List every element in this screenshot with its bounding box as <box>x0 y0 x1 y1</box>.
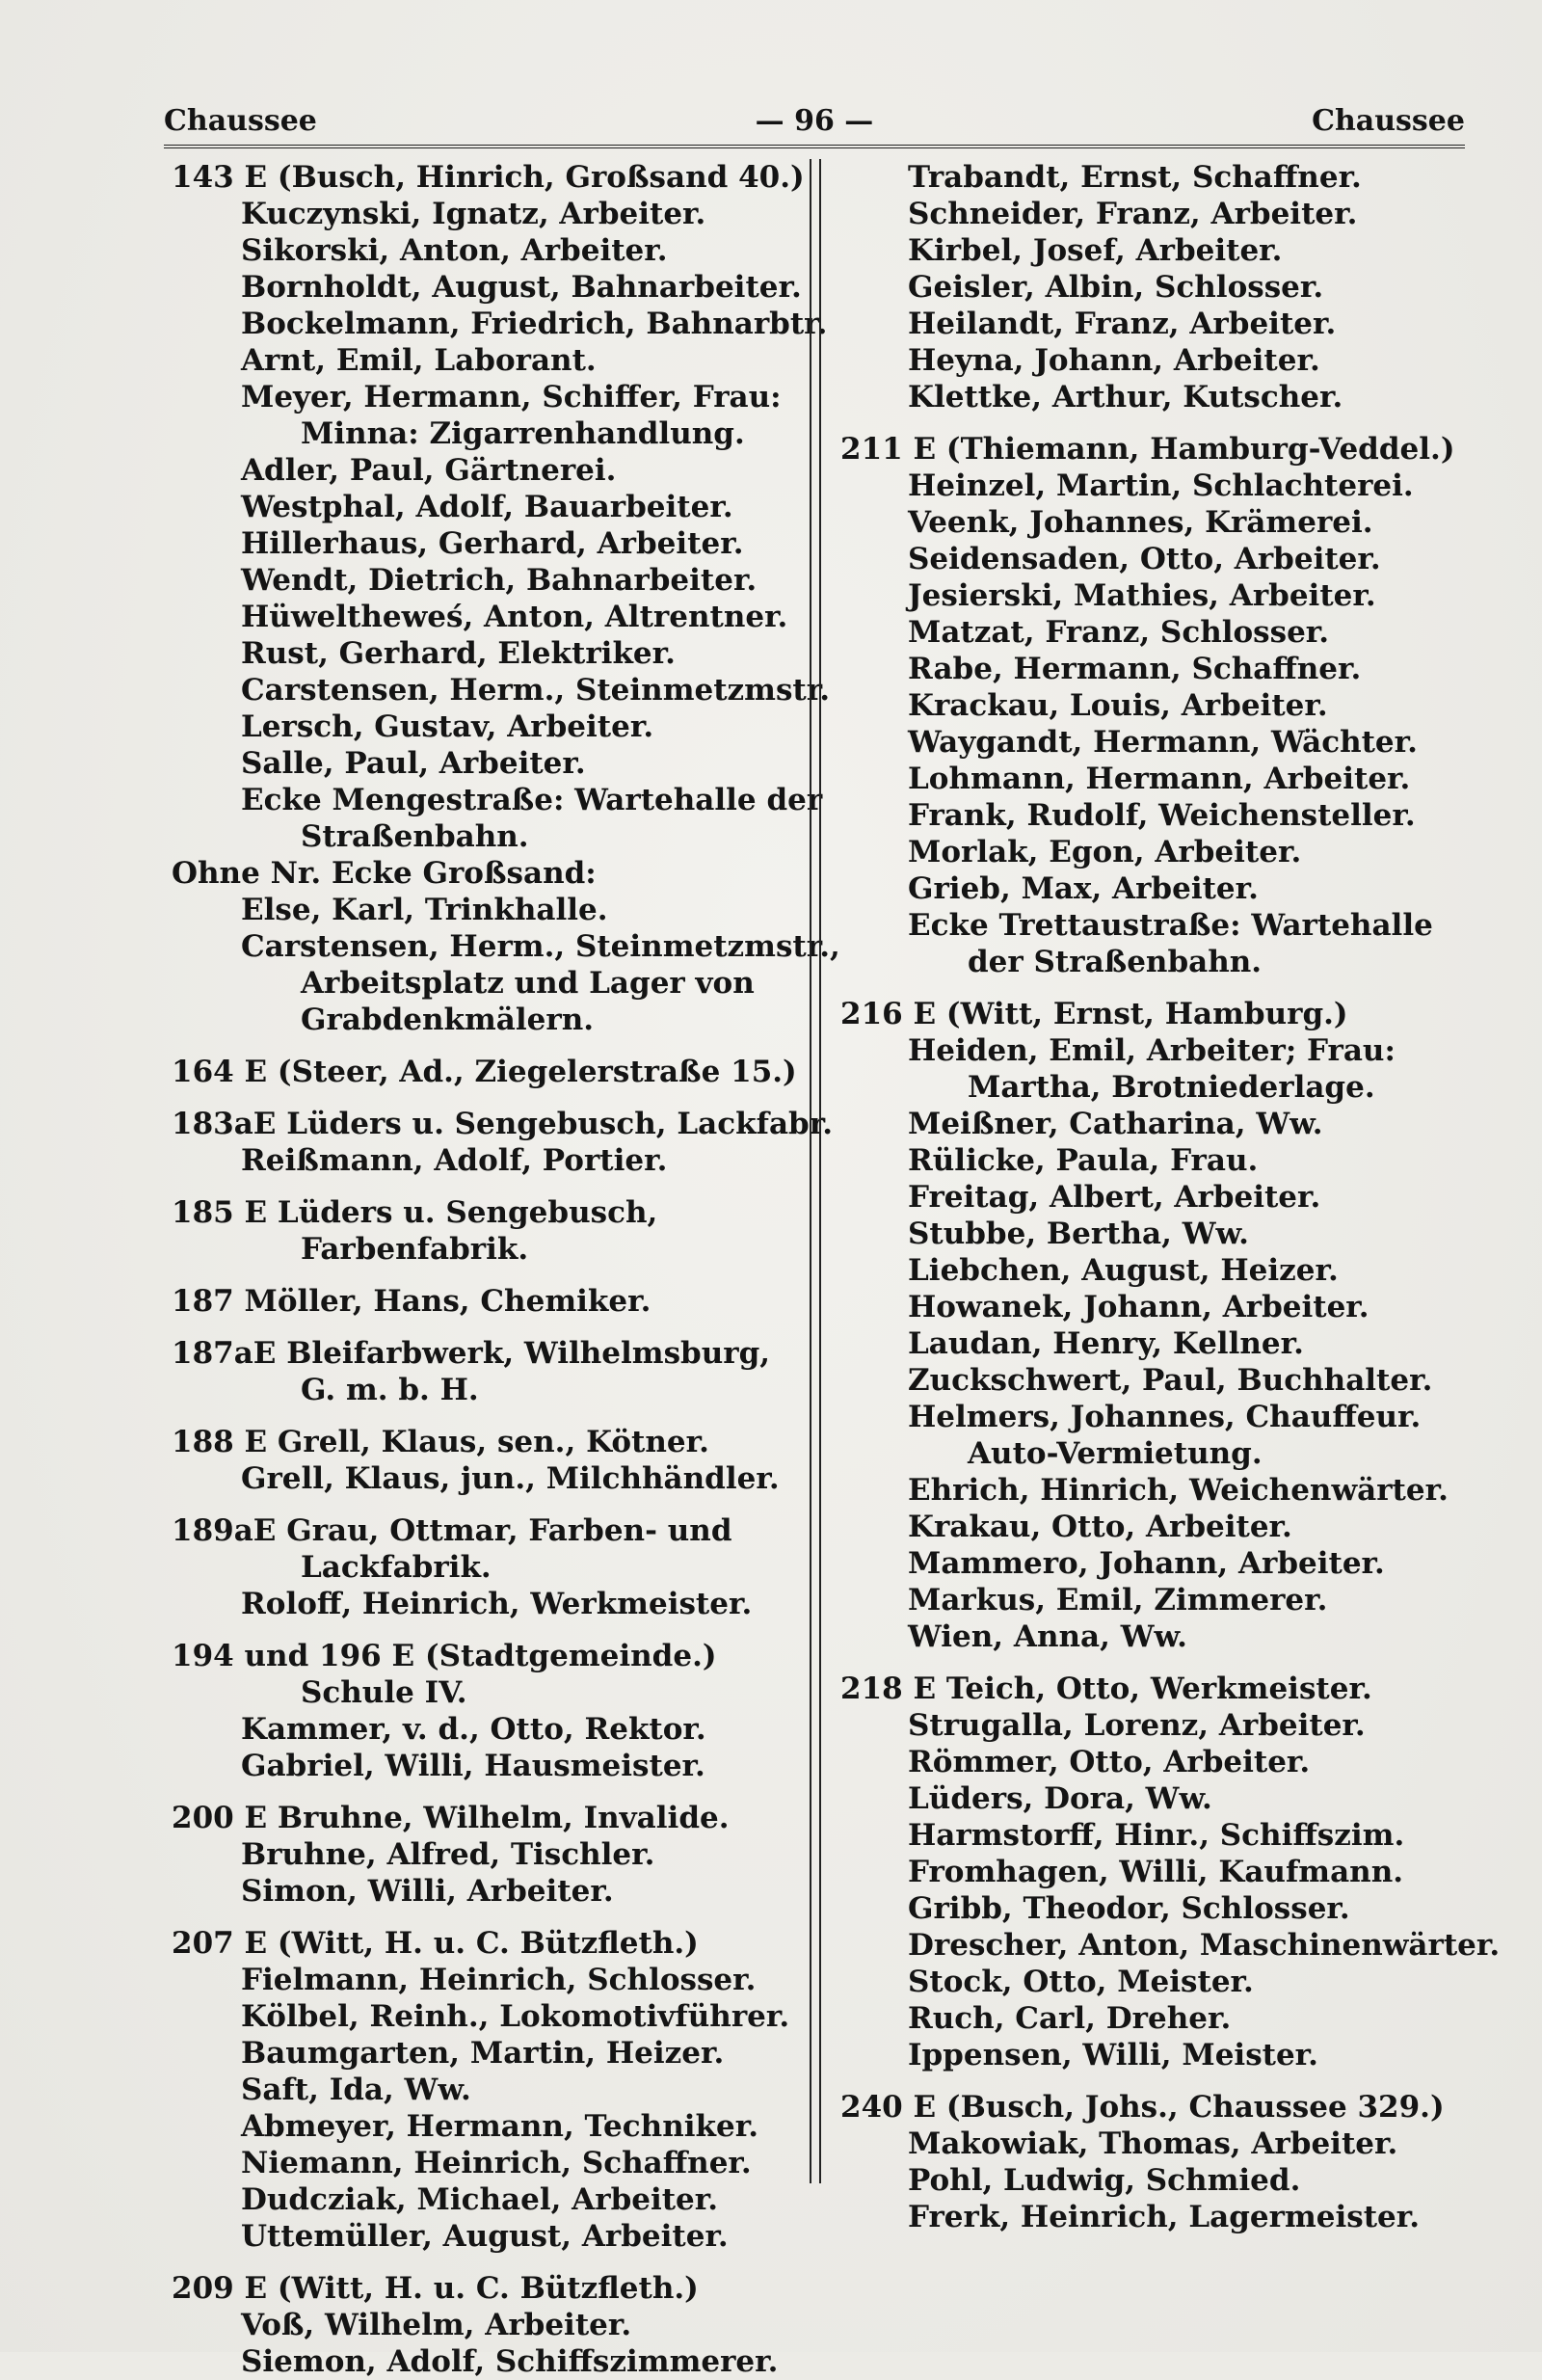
left-entry-line: Voß, Wilhelm, Arbeiter. <box>241 2308 632 2342</box>
left-entry-line: Ecke Mengestraße: Wartehalle der <box>241 783 823 817</box>
right-entry-line: Lüders, Dora, Ww. <box>908 1781 1212 1816</box>
left-entry-line: Schule IV. <box>301 1675 467 1710</box>
right-entry-line: Strugalla, Lorenz, Arbeiter. <box>908 1708 1366 1743</box>
left-entry-line: Niemann, Heinrich, Schaffner. <box>241 2146 752 2180</box>
right-entry-line: der Straßenbahn. <box>968 945 1263 979</box>
left-entry-line: Siemon, Adolf, Schiffszimmerer. <box>241 2344 779 2379</box>
left-entry-line: Gabriel, Willi, Hausmeister. <box>241 1749 705 1783</box>
left-entry-line: Simon, Willi, Arbeiter. <box>241 1874 614 1909</box>
right-entry-line: Pohl, Ludwig, Schmied. <box>908 2163 1301 2198</box>
left-entry-line: Baumgarten, Martin, Heizer. <box>241 2036 725 2071</box>
right-entry-line: Ecke Trettaustraße: Wartehalle <box>908 908 1433 943</box>
left-entry-line: Straßenbahn. <box>301 819 529 854</box>
left-entry-line: Ohne Nr. Ecke Großsand: <box>172 856 597 891</box>
right-entry-line: Waygandt, Hermann, Wächter. <box>908 725 1418 760</box>
left-entry-line: Grell, Klaus, jun., Milchhändler. <box>241 1461 780 1496</box>
left-entry-line: 209 E (Witt, H. u. C. Bützfleth.) <box>172 2271 699 2306</box>
right-entry-line: Stubbe, Bertha, Ww. <box>908 1217 1249 1251</box>
right-entry-line: Kirbel, Josef, Arbeiter. <box>908 233 1283 268</box>
right-entry-line: Laudan, Henry, Kellner. <box>908 1326 1304 1361</box>
left-entry-line: 185 E Lüders u. Sengebusch, <box>172 1195 658 1230</box>
left-entry-line: Lersch, Gustav, Arbeiter. <box>241 709 654 744</box>
left-entry-line: Saft, Ida, Ww. <box>241 2072 471 2107</box>
left-entry-line: 143 E (Busch, Hinrich, Großsand 40.) <box>172 160 805 195</box>
right-entry-line: Schneider, Franz, Arbeiter. <box>908 197 1358 231</box>
right-entry-line: Markus, Emil, Zimmerer. <box>908 1583 1328 1618</box>
right-entry-line: Seidensaden, Otto, Arbeiter. <box>908 542 1381 576</box>
right-entry-line: Howanek, Johann, Arbeiter. <box>908 1290 1369 1324</box>
right-entry-line: Harmstorff, Hinr., Schiffszim. <box>908 1818 1405 1853</box>
left-entry-line: Carstensen, Herm., Steinmetzmstr., <box>241 929 840 964</box>
left-entry-line: Uttemüller, August, Arbeiter. <box>241 2219 729 2254</box>
right-entry-line: Jesierski, Mathies, Arbeiter. <box>908 578 1376 613</box>
right-entry-line: Heinzel, Martin, Schlachterei. <box>908 468 1414 503</box>
right-entry-line: Mammero, Johann, Arbeiter. <box>908 1546 1385 1581</box>
left-entry-line: 200 E Bruhne, Wilhelm, Invalide. <box>172 1801 730 1835</box>
right-entry-line: Wien, Anna, Ww. <box>908 1619 1187 1654</box>
right-entry-line: Rabe, Hermann, Schaffner. <box>908 652 1362 686</box>
left-entry-line: Bockelmann, Friedrich, Bahnarbtr. <box>241 307 828 341</box>
right-entry-line: Fromhagen, Willi, Kaufmann. <box>908 1855 1404 1889</box>
right-entry-line: Trabandt, Ernst, Schaffner. <box>908 160 1362 195</box>
left-entry-line: Hüweltheweś, Anton, Altrentner. <box>241 600 788 634</box>
left-entry-line: Kölbel, Reinh., Lokomotivführer. <box>241 1999 790 2034</box>
left-entry-line: Roloff, Heinrich, Werkmeister. <box>241 1587 753 1621</box>
right-entry-line: Ruch, Carl, Dreher. <box>908 2001 1232 2036</box>
right-entry-line: Heilandt, Franz, Arbeiter. <box>908 307 1337 341</box>
right-entry-line: Martha, Brotniederlage. <box>968 1070 1375 1105</box>
right-entry-line: Matzat, Franz, Schlosser. <box>908 615 1330 650</box>
left-entry-line: Sikorski, Anton, Arbeiter. <box>241 233 668 268</box>
right-entry-line: 218 E Teich, Otto, Werkmeister. <box>840 1671 1372 1706</box>
left-entry-line: 188 E Grell, Klaus, sen., Kötner. <box>172 1425 709 1459</box>
left-entry-line: Westphal, Adolf, Bauarbeiter. <box>241 490 733 524</box>
left-entry-line: Dudcziak, Michael, Arbeiter. <box>241 2182 719 2217</box>
right-entry-line: Helmers, Johannes, Chauffeur. <box>908 1400 1422 1434</box>
left-entry-line: Else, Karl, Trinkhalle. <box>241 893 608 927</box>
right-entry-line: Frank, Rudolf, Weichensteller. <box>908 798 1416 833</box>
left-entry-line: Reißmann, Adolf, Portier. <box>241 1143 668 1178</box>
right-entry-line: Morlak, Egon, Arbeiter. <box>908 835 1302 869</box>
right-entry-line: Liebchen, August, Heizer. <box>908 1253 1339 1288</box>
right-entry-line: Makowiak, Thomas, Arbeiter. <box>908 2126 1398 2161</box>
left-entry-line: 164 E (Steer, Ad., Ziegelerstraße 15.) <box>172 1055 797 1089</box>
left-column <box>172 159 840 2380</box>
right-entry-line: Grieb, Max, Arbeiter. <box>908 871 1259 906</box>
left-entry-line: Adler, Paul, Gärtnerei. <box>241 453 617 488</box>
right-entry-line: Gribb, Theodor, Schlosser. <box>908 1891 1350 1926</box>
right-column <box>840 159 1501 2235</box>
right-entry-line: Heyna, Johann, Arbeiter. <box>908 343 1320 378</box>
left-entry-line: Arnt, Emil, Laborant. <box>241 343 597 378</box>
left-entry-line: Fielmann, Heinrich, Schlosser. <box>241 1963 757 1997</box>
left-entry-line: Grabdenkmälern. <box>301 1003 595 1037</box>
right-entry-line: Römmer, Otto, Arbeiter. <box>908 1745 1311 1779</box>
left-entry-line: Meyer, Hermann, Schiffer, Frau: <box>241 380 782 414</box>
left-entry-line: Kammer, v. d., Otto, Rektor. <box>241 1712 706 1747</box>
left-entry-line: Hillerhaus, Gerhard, Arbeiter. <box>241 526 744 561</box>
left-entry-line: Bruhne, Alfred, Tischler. <box>241 1837 655 1872</box>
right-entry-line: Krackau, Louis, Arbeiter. <box>908 688 1328 723</box>
right-entry-line: Ippensen, Willi, Meister. <box>908 2038 1318 2072</box>
left-entry-line: Carstensen, Herm., Steinmetzmstr. <box>241 673 830 708</box>
left-entry-line: Rust, Gerhard, Elektriker. <box>241 636 676 671</box>
left-entry-line: 189aE Grau, Ottmar, Farben- und <box>172 1513 732 1548</box>
right-entry-line: Auto-Vermietung. <box>968 1436 1263 1471</box>
left-entry-line: 187 Möller, Hans, Chemiker. <box>172 1284 651 1319</box>
left-entry-line: 207 E (Witt, H. u. C. Bützfleth.) <box>172 1926 699 1961</box>
right-entry-line: Rülicke, Paula, Frau. <box>908 1143 1259 1178</box>
right-entry-line: Geisler, Albin, Schlosser. <box>908 270 1324 305</box>
running-header <box>164 104 1465 143</box>
left-entry-line: Arbeitsplatz und Lager von <box>301 966 755 1001</box>
right-entry-line: Zuckschwert, Paul, Buchhalter. <box>908 1363 1433 1398</box>
left-entry-line: Minna: Zigarrenhandlung. <box>301 416 745 451</box>
left-entry-line: Lackfabrik. <box>301 1550 492 1585</box>
right-entry-line: Klettke, Arthur, Kutscher. <box>908 380 1343 414</box>
left-entry-line: Wendt, Dietrich, Bahnarbeiter. <box>241 563 758 598</box>
right-entry-line: Freitag, Albert, Arbeiter. <box>908 1180 1321 1215</box>
left-entry-line: Bornholdt, August, Bahnarbeiter. <box>241 270 802 305</box>
left-entry-line: Abmeyer, Hermann, Techniker. <box>241 2109 758 2144</box>
header-left-title: Chaussee <box>164 104 317 138</box>
left-entry-line: Kuczynski, Ignatz, Arbeiter. <box>241 197 706 231</box>
right-entry-line: Frerk, Heinrich, Lagermeister. <box>908 2200 1421 2234</box>
right-entry-line: 216 E (Witt, Ernst, Hamburg.) <box>840 997 1348 1031</box>
header-rule <box>164 145 1465 148</box>
right-entry-line: Veenk, Johannes, Krämerei. <box>908 505 1373 540</box>
right-entry-line: Ehrich, Hinrich, Weichenwärter. <box>908 1473 1449 1508</box>
left-entry-line: 187aE Bleifarbwerk, Wilhelmsburg, <box>172 1336 771 1371</box>
page-number: — 96 — <box>755 104 874 138</box>
right-entry-line: Stock, Otto, Meister. <box>908 1965 1254 1999</box>
left-entry-line: 183aE Lüders u. Sengebusch, Lackfabr. <box>172 1107 833 1141</box>
right-entry-line: 211 E (Thiemann, Hamburg-Veddel.) <box>840 432 1455 467</box>
left-entry-line: G. m. b. H. <box>301 1373 479 1407</box>
header-right-title: Chaussee <box>1312 104 1465 138</box>
right-entry-line: Meißner, Catharina, Ww. <box>908 1107 1323 1141</box>
right-entry-line: Heiden, Emil, Arbeiter; Frau: <box>908 1033 1396 1068</box>
left-entry-line: Farbenfabrik. <box>301 1232 529 1267</box>
right-entry-line: Drescher, Anton, Maschinenwärter. <box>908 1928 1501 1963</box>
right-entry-line: Lohmann, Hermann, Arbeiter. <box>908 762 1411 796</box>
right-entry-line: Krakau, Otto, Arbeiter. <box>908 1510 1292 1544</box>
column-divider <box>810 159 821 2183</box>
right-entry-line: 240 E (Busch, Johs., Chaussee 329.) <box>840 2090 1445 2125</box>
left-entry-line: Salle, Paul, Arbeiter. <box>241 746 586 781</box>
left-entry-line: 194 und 196 E (Stadtgemeinde.) <box>172 1639 717 1673</box>
